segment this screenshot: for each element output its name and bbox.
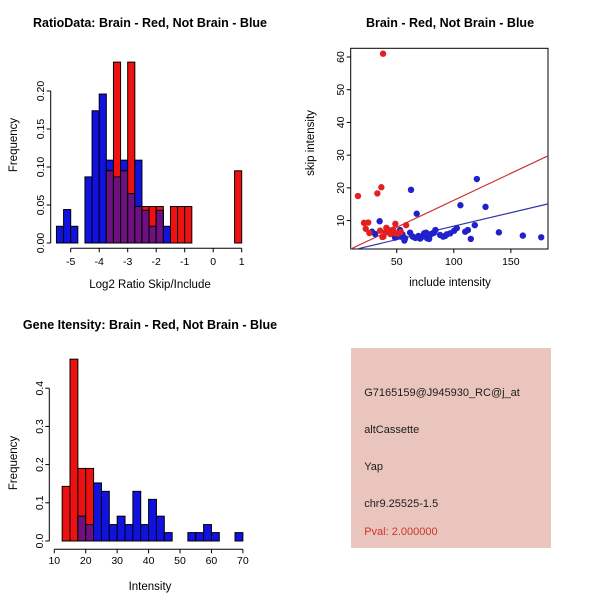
x-tick-label: -1 bbox=[180, 256, 190, 268]
hist-bar-overlap bbox=[156, 210, 163, 243]
hist-bar-blue bbox=[204, 525, 212, 541]
hist-bar-blue bbox=[196, 533, 204, 541]
hist-bar-blue bbox=[125, 525, 133, 541]
hist-bar-red bbox=[178, 207, 185, 243]
scatter-point-red bbox=[380, 51, 386, 57]
y-tick-label: 0.1 bbox=[34, 495, 46, 511]
hist-bar-blue bbox=[141, 525, 149, 541]
panel-gene-info bbox=[300, 300, 600, 600]
y-tick-label: 50 bbox=[335, 83, 347, 96]
y-tick-label: 0.0 bbox=[34, 533, 46, 549]
hist-bar-blue bbox=[101, 491, 109, 541]
x-tick-label: 70 bbox=[237, 555, 249, 567]
scatter-point-blue bbox=[474, 176, 480, 182]
x-tick-label: -2 bbox=[151, 256, 161, 268]
hist-bar-blue bbox=[85, 177, 92, 243]
ratio-hist-ylabel: Frequency bbox=[8, 117, 20, 173]
hist-bar-overlap bbox=[128, 194, 135, 243]
x-tick-label: -5 bbox=[66, 256, 76, 268]
y-tick-label: 10 bbox=[335, 214, 347, 227]
scatter-point-blue bbox=[496, 229, 502, 235]
gene-hist-ylabel: Frequency bbox=[8, 435, 20, 491]
hist-bar-blue bbox=[92, 111, 99, 243]
scatter-point-blue bbox=[376, 218, 382, 224]
scatter-point-blue bbox=[408, 187, 414, 193]
y-tick-label: 0.05 bbox=[35, 194, 47, 216]
scatter-point-blue bbox=[520, 232, 526, 238]
scatter-point-red bbox=[366, 230, 372, 236]
hist-bar-overlap bbox=[142, 210, 149, 243]
hist-bar-blue bbox=[164, 533, 172, 541]
hist-bar-blue bbox=[99, 94, 106, 243]
x-tick-label: 50 bbox=[174, 555, 186, 567]
hist-bar-blue bbox=[211, 533, 219, 541]
y-tick-label: 0.4 bbox=[34, 380, 46, 396]
hist-bar-overlap bbox=[121, 171, 128, 243]
y-tick-label: 0.20 bbox=[35, 80, 47, 102]
probe-id-text: G7165159@J945930_RC@j_at bbox=[364, 386, 520, 399]
hist-bar-blue bbox=[117, 516, 125, 541]
location-text: chr9.25525-1.5 bbox=[364, 497, 439, 510]
hist-bar-blue bbox=[71, 226, 78, 243]
scatter-point-red bbox=[365, 219, 371, 225]
scatter-point-blue bbox=[538, 234, 544, 240]
hist-bar-blue bbox=[109, 525, 117, 541]
hist-bar-overlap bbox=[113, 177, 120, 243]
scatter-point-red bbox=[378, 184, 384, 190]
hist-bar-blue bbox=[133, 491, 141, 541]
hist-bar-red bbox=[170, 207, 177, 243]
scatter-point-red bbox=[374, 190, 380, 196]
gene-name-text: Yap bbox=[364, 460, 383, 473]
x-tick-label: 60 bbox=[205, 555, 218, 567]
y-tick-label: 0.15 bbox=[35, 118, 47, 140]
y-tick-label: 0.10 bbox=[35, 156, 47, 178]
x-tick-label: 20 bbox=[79, 555, 92, 567]
gene-hist-canvas bbox=[0, 300, 300, 600]
hist-bar-overlap bbox=[86, 525, 94, 541]
y-tick-label: 60 bbox=[335, 51, 347, 63]
scatter-point-red bbox=[403, 222, 409, 228]
hist-bar-red bbox=[235, 171, 242, 243]
scatter-point-blue bbox=[432, 227, 438, 233]
x-tick-label: 1 bbox=[238, 256, 245, 268]
scatter-point-red bbox=[398, 229, 404, 235]
pval-text: Pval: 2.000000 bbox=[364, 525, 438, 538]
y-tick-label: 0.00 bbox=[35, 232, 47, 254]
hist-bar-blue bbox=[156, 516, 164, 541]
x-tick-label: 0 bbox=[210, 256, 217, 268]
y-tick-label: 0.2 bbox=[34, 457, 46, 472]
x-tick-label: 10 bbox=[48, 555, 61, 567]
scatter-ylabel: skip intensity bbox=[305, 110, 317, 176]
hist-bar-overlap bbox=[135, 207, 142, 243]
panel-ratio-histogram bbox=[0, 0, 300, 300]
gene-info-box bbox=[351, 348, 551, 548]
scatter-point-blue bbox=[468, 236, 474, 242]
scatter-point-red bbox=[392, 221, 398, 227]
scatter-title: Brain - Red, Not Brain - Blue bbox=[365, 16, 535, 30]
hist-bar-overlap bbox=[149, 226, 156, 243]
hist-bar-blue bbox=[64, 210, 71, 243]
hist-bar-red bbox=[185, 207, 192, 243]
scatter-point-red bbox=[355, 193, 361, 199]
x-tick-label: 100 bbox=[445, 256, 463, 268]
hist-bar-blue bbox=[56, 226, 63, 243]
ratio-hist-canvas bbox=[0, 0, 300, 300]
hist-bar-blue bbox=[163, 226, 170, 243]
ratio-hist-title: RatioData: Brain - Red, Not Brain - Blue bbox=[32, 16, 268, 30]
x-tick-label: 150 bbox=[502, 256, 520, 268]
scatter-point-blue bbox=[482, 204, 488, 210]
y-tick-label: 40 bbox=[335, 116, 347, 129]
scatter-point-blue bbox=[472, 222, 478, 228]
scatter-point-blue bbox=[454, 225, 460, 231]
gene-hist-title: Gene Itensity: Brain - Red, Not Brain - Blue bbox=[22, 318, 278, 332]
y-tick-label: 20 bbox=[335, 182, 347, 194]
x-tick-label: 50 bbox=[390, 256, 403, 268]
panel-intensity-scatter bbox=[300, 0, 600, 300]
hist-bar-blue bbox=[235, 533, 243, 541]
scatter-point-blue bbox=[402, 235, 408, 241]
scatter-canvas bbox=[300, 0, 600, 300]
scatter-xlabel: include intensity bbox=[409, 277, 491, 289]
gene-hist-xlabel: Intensity bbox=[128, 581, 172, 593]
hist-bar-blue bbox=[149, 499, 157, 541]
scatter-point-red bbox=[377, 228, 383, 234]
x-tick-label: 40 bbox=[142, 555, 155, 567]
hist-bar-overlap bbox=[106, 171, 113, 243]
ratio-hist-xlabel: Log2 Ratio Skip/Include bbox=[89, 279, 211, 291]
y-tick-label: 30 bbox=[335, 149, 347, 161]
x-tick-label: -3 bbox=[123, 256, 133, 268]
y-tick-label: 0.3 bbox=[34, 419, 46, 434]
hist-bar-red bbox=[62, 486, 70, 541]
x-tick-label: -4 bbox=[94, 256, 104, 268]
scatter-point-blue bbox=[457, 202, 463, 208]
hist-bar-blue bbox=[94, 483, 102, 541]
event-type-text: altCassette bbox=[364, 423, 420, 436]
hist-bar-overlap bbox=[78, 516, 86, 541]
x-tick-label: 30 bbox=[111, 555, 124, 567]
scatter-point-blue bbox=[414, 211, 420, 217]
hist-bar-blue bbox=[188, 533, 196, 541]
panel-gene-histogram bbox=[0, 300, 300, 600]
scatter-point-blue bbox=[465, 227, 471, 233]
hist-bar-red bbox=[70, 359, 78, 541]
